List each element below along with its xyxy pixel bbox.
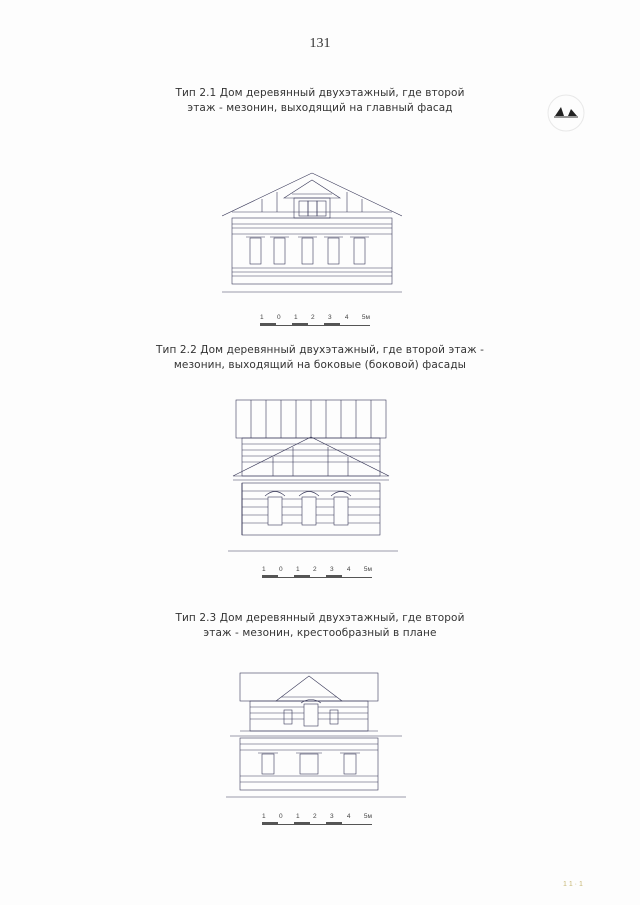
scale-label: 2	[312, 566, 317, 573]
scale-label: 0	[278, 813, 283, 820]
scale-label: 1	[262, 566, 266, 573]
scale-label: 5м	[363, 813, 372, 820]
scale-label: 1	[295, 566, 300, 573]
scale-label: 2	[310, 314, 315, 321]
footer-mark: 1 1 · 1	[563, 881, 583, 888]
caption-line: этаж - мезонин, выходящий на главный фасад	[187, 102, 453, 114]
scale-label: 3	[329, 566, 334, 573]
facade-drawing-type-2-1	[222, 168, 402, 296]
scale-bar	[262, 566, 372, 588]
caption-line: Тип 2.1 Дом деревянный двухэтажный, где второй	[175, 87, 465, 99]
scale-label: 5м	[363, 566, 372, 573]
caption-line: этаж - мезонин, крестообразный в плане	[203, 627, 437, 639]
scale-label: 1	[295, 813, 300, 820]
scale-label: 4	[344, 314, 349, 321]
caption-type-2-3	[120, 611, 520, 641]
page-number: 131	[309, 36, 331, 51]
scale-label: 1	[293, 314, 298, 321]
scale-label: 3	[327, 314, 332, 321]
scale-label: 4	[346, 566, 351, 573]
emblem-logo	[546, 93, 586, 133]
caption-line: Тип 2.2 Дом деревянный двухэтажный, где второй этаж -	[156, 344, 484, 356]
caption-type-2-2	[120, 343, 520, 373]
scale-label: 1	[260, 314, 264, 321]
scale-bar	[260, 314, 370, 336]
caption-line: мезонин, выходящий на боковые (боковой) фасады	[173, 359, 467, 371]
facade-drawing-type-2-3	[226, 668, 406, 800]
scale-label: 2	[312, 813, 317, 820]
scale-label: 1	[262, 813, 266, 820]
scale-label: 3	[329, 813, 334, 820]
scale-bar	[262, 813, 372, 835]
facade-drawing-type-2-2	[228, 395, 398, 555]
caption-line: Тип 2.3 Дом деревянный двухэтажный, где второй	[175, 612, 465, 624]
scale-label: 0	[276, 314, 281, 321]
scale-label: 4	[346, 813, 351, 820]
caption-type-2-1	[120, 86, 520, 116]
scale-label: 0	[278, 566, 283, 573]
scale-label: 5м	[361, 314, 370, 321]
